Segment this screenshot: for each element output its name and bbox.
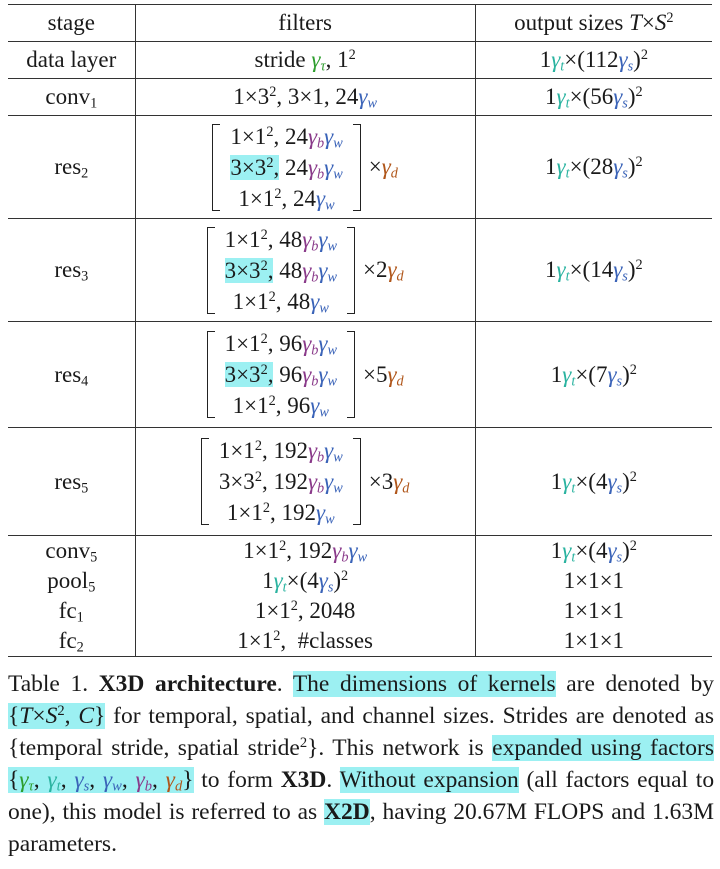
header-stage: stage <box>8 5 135 42</box>
filters-cell: $1\times 1^2$, $48\gamma_b\gamma_w$ $3\times 3^2$, $48\gamma_b\gamma_w$ $1\times 1^2$, $48\gamma_w$ $\times 2\gamma_d$ <box>135 219 475 322</box>
output-cell: $1\gamma_t\times(112\gamma_s)^2$ <box>475 42 712 79</box>
stage-cell: conv$_5$ <box>8 536 135 567</box>
filters-cell: $1\times 1^2$, $192\gamma_b\gamma_w$ <box>135 536 475 567</box>
output-cell: $1\gamma_t\times(4\gamma_s)^2$ <box>475 536 712 567</box>
filter-bracket: $1\times 1^2$, $192\gamma_b\gamma_w$ $3\times 3^2$, $192\gamma_b\gamma_w$ $1\times 1^2$, $192\gamma_w$ <box>201 435 361 528</box>
header-filters: filters <box>135 5 475 42</box>
output-cell: $1\gamma_t\times(7\gamma_s)^2$ <box>475 322 712 428</box>
table-row <box>8 322 712 428</box>
table-row <box>8 428 712 536</box>
filters-cell: $1\times 1^2$, $192\gamma_b\gamma_w$ $3\times 3^2$, $192\gamma_b\gamma_w$ $1\times 1^2$, $192\gamma_w$ $\times 3\gamma_d$ <box>135 428 475 536</box>
filters-cell: $1\gamma_t\times(4\gamma_s)^2$ <box>135 566 475 596</box>
header-output-sizes: output sizes $T\times S^2$ <box>475 5 712 42</box>
stage-cell: res$_5$ <box>8 428 135 536</box>
output-cell: 1×1×1 <box>563 598 625 623</box>
filters-cell: $1\times 1^2$, $96\gamma_b\gamma_w$ $3\times 3^2$, $96\gamma_b\gamma_w$ $1\times 1^2$, $96\gamma_w$ $\times 5\gamma_d$ <box>135 322 475 428</box>
filters-cell: $1\times 1^2$, #classes <box>135 626 475 657</box>
filters-cell: stride $\gamma_\tau$, $1^2$ <box>135 42 475 79</box>
stage-cell: res$_3$ <box>8 219 135 322</box>
table-row <box>8 79 712 116</box>
table-row <box>8 626 712 657</box>
output-cell: $1\gamma_t\times(4\gamma_s)^2$ <box>475 428 712 536</box>
table-caption: Table 1. X3D architecture. The dimensions of kernels are denoted by {$T\times S^2$, C} for temporal, spatial, and channel sizes. Strides are denoted as {temporal stride, spatial stride$^2$}. This network is expanded using factors {$\gamma_\tau$, $\gamma_t$, $\gamma_s$, $\gamma_w$, $\gamma_b$, $\gamma_d$} to form X3D. Without expansion (all factors equal to one), this model is referred to as X2D, having 20.67M FLOPS and 1.63M parameters. <box>8 671 715 857</box>
table-row <box>8 42 712 79</box>
filters-cell: $1\times 3^2$, 3×1, $24\gamma_w$ <box>135 79 475 116</box>
table-row <box>8 596 712 626</box>
table-row <box>8 219 712 322</box>
filters-cell: $1\times 1^2$, 2048 <box>135 596 475 626</box>
filters-cell: $1\times 1^2$, $24\gamma_b\gamma_w$ $3\times 3^2$, $24\gamma_b\gamma_w$ $1\times 1^2$, $24\gamma_w$ $\times\gamma_d$ <box>135 116 475 219</box>
stage-cell: $fc_1$ <box>8 596 135 626</box>
table-row <box>8 116 712 219</box>
architecture-table <box>8 4 712 657</box>
output-cell: $1\gamma_t\times(56\gamma_s)^2$ <box>475 79 712 116</box>
filter-bracket: $1\times 1^2$, $24\gamma_b\gamma_w$ $3\times 3^2$, $24\gamma_b\gamma_w$ $1\times 1^2$, $24\gamma_w$ <box>212 121 360 214</box>
stage-cell: res$_4$ <box>8 322 135 428</box>
output-cell: $1\gamma_t\times(28\gamma_s)^2$ <box>475 116 712 219</box>
filter-bracket: $1\times 1^2$, $48\gamma_b\gamma_w$ $3\times 3^2$, $48\gamma_b\gamma_w$ $1\times 1^2$, $48\gamma_w$ <box>207 224 355 317</box>
stage-cell: data layer <box>8 42 135 79</box>
output-cell: 1×1×1 <box>563 568 625 593</box>
table-header-row <box>8 5 712 42</box>
table-row <box>8 536 712 567</box>
output-cell: 1×1×1 <box>475 626 712 657</box>
stage-cell: $fc_2$ <box>8 626 135 657</box>
stage-cell: pool$_5$ <box>8 566 135 596</box>
stage-cell: conv$_1$ <box>8 79 135 116</box>
stage-cell: res$_2$ <box>8 116 135 219</box>
output-cell: $1\gamma_t\times(14\gamma_s)^2$ <box>475 219 712 322</box>
filter-bracket: $1\times 1^2$, $96\gamma_b\gamma_w$ $3\times 3^2$, $96\gamma_b\gamma_w$ $1\times 1^2$, $96\gamma_w$ <box>207 328 355 421</box>
table-row <box>8 566 712 596</box>
